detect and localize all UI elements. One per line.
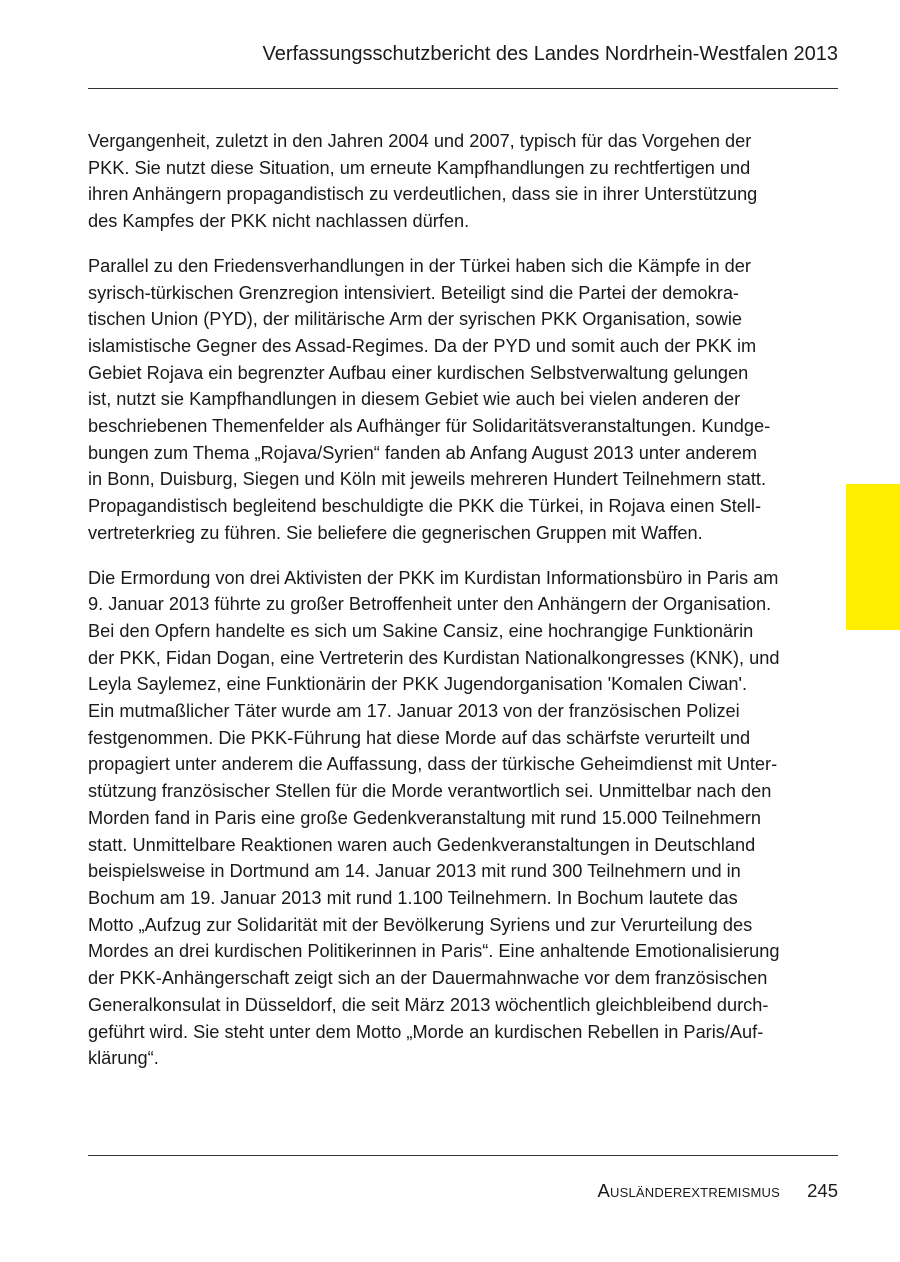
paragraph-2 <box>88 253 800 547</box>
text-line: stützung französischer Stellen für die Morde verantwortlich sei. Unmittelbar nach den <box>88 781 772 802</box>
text-line: Leyla Saylemez, eine Funktionärin der PKK Jugendorganisation 'Komalen Ciwan'. <box>88 674 748 695</box>
chapter-thumb-tab <box>846 484 900 630</box>
text-line: Ein mutmaßlicher Täter wurde am 17. Januar 2013 von der französischen Polizei <box>88 701 740 722</box>
paragraph-1 <box>88 128 800 235</box>
text-line: vertreterkrieg zu führen. Sie beliefere die gegnerischen Gruppen mit Waffen. <box>88 522 703 543</box>
text-line: Die Ermordung von drei Aktivisten der PKK im Kurdistan Informationsbüro in Paris am <box>88 567 779 588</box>
text-line: Motto „Aufzug zur Solidarität mit der Bevölkerung Syriens und zur Verurteilung des <box>88 914 753 935</box>
header-rule <box>88 88 838 89</box>
text-line: in Bonn, Duisburg, Siegen und Köln mit jeweils mehreren Hundert Teilnehmern statt. <box>88 469 767 490</box>
text-line: Mordes an drei kurdischen Politikerinnen in Paris“. Eine anhaltende Emotionalisierung <box>88 941 780 962</box>
page-footer <box>598 1178 839 1204</box>
text-line: Vergangenheit, zuletzt in den Jahren 2004 und 2007, typisch für das Vorgehen der <box>88 131 752 151</box>
text-line: bungen zum Thema „Rojava/Syrien“ fanden ab Anfang August 2013 unter anderem <box>88 442 758 463</box>
text-line: ihren Anhängern propagandistisch zu verdeutlichen, dass sie in ihrer Unterstützung <box>88 184 758 205</box>
text-line: beschriebenen Themenfelder als Aufhänger für Solidaritätsveranstaltungen. Kundge- <box>88 416 771 437</box>
text-line: islamistische Gegner des Assad-Regimes. Da der PYD und somit auch der PKK im <box>88 335 757 356</box>
text-line: 9. Januar 2013 führte zu großer Betroffenheit unter den Anhängern der Organisation. <box>88 594 772 615</box>
footer-rule <box>88 1155 838 1156</box>
text-line: beispielsweise in Dortmund am 14. Januar 2013 mit rund 300 Teilnehmern und in <box>88 861 741 882</box>
text-line: propagiert unter anderem die Auffassung, dass der türkische Geheimdienst mit Unter- <box>88 754 778 775</box>
page-number: 245 <box>807 1180 838 1201</box>
text-line: Propagandistisch begleitend beschuldigte die PKK die Türkei, in Rojava einen Stell- <box>88 496 762 517</box>
text-line: Bochum am 19. Januar 2013 mit rund 1.100 Teilnehmern. In Bochum lautete das <box>88 887 738 908</box>
footer-section-title: Ausländerextremismus <box>597 1180 780 1201</box>
text-line: statt. Unmittelbare Reaktionen waren auch Gedenkveranstaltungen in Deutschland <box>88 834 756 855</box>
text-line: PKK. Sie nutzt diese Situation, um erneute Kampfhandlungen zu rechtfertigen und <box>88 157 751 178</box>
text-line: Morden fand in Paris eine große Gedenkveranstaltung mit rund 15.000 Teilnehmern <box>88 807 761 828</box>
text-line: ist, nutzt sie Kampfhandlungen in diesem Gebiet wie auch bei vielen anderen der <box>88 389 741 410</box>
text-line: syrisch-türkischen Grenzregion intensiviert. Beteiligt sind die Partei der demokra- <box>88 282 739 303</box>
text-line: des Kampfes der PKK nicht nachlassen dürfen. <box>88 211 470 232</box>
text-line: Parallel zu den Friedensverhandlungen in der Türkei haben sich die Kämpfe in der <box>88 255 751 276</box>
text-line: geführt wird. Sie steht unter dem Motto „Morde an kurdischen Rebellen in Paris/Auf- <box>88 1021 764 1042</box>
text-line: Bei den Opfern handelte es sich um Sakine Cansiz, eine hochrangige Funktionärin <box>88 620 754 641</box>
text-line: der PKK, Fidan Dogan, eine Vertreterin des Kurdistan Nationalkongresses (KNK), und <box>88 647 780 668</box>
text-line: tischen Union (PYD), der militärische Arm der syrischen PKK Organisation, sowie <box>88 309 742 330</box>
text-line: Gebiet Rojava ein begrenzter Aufbau einer kurdischen Selbstverwaltung gelungen <box>88 362 749 383</box>
paragraph-3 <box>88 565 800 1072</box>
text-line: der PKK-Anhängerschaft zeigt sich an der Dauermahnwache vor dem französischen <box>88 968 768 989</box>
running-header: Verfassungsschutzbericht des Landes Nordrhein-Westfalen 2013 <box>262 43 838 65</box>
text-line: klärung“. <box>88 1048 159 1069</box>
body-text <box>88 128 800 1090</box>
text-line: festgenommen. Die PKK-Führung hat diese Morde auf das schärfste verurteilt und <box>88 727 751 748</box>
text-line: Generalkonsulat in Düsseldorf, die seit März 2013 wöchentlich gleichbleibend durch- <box>88 994 769 1015</box>
